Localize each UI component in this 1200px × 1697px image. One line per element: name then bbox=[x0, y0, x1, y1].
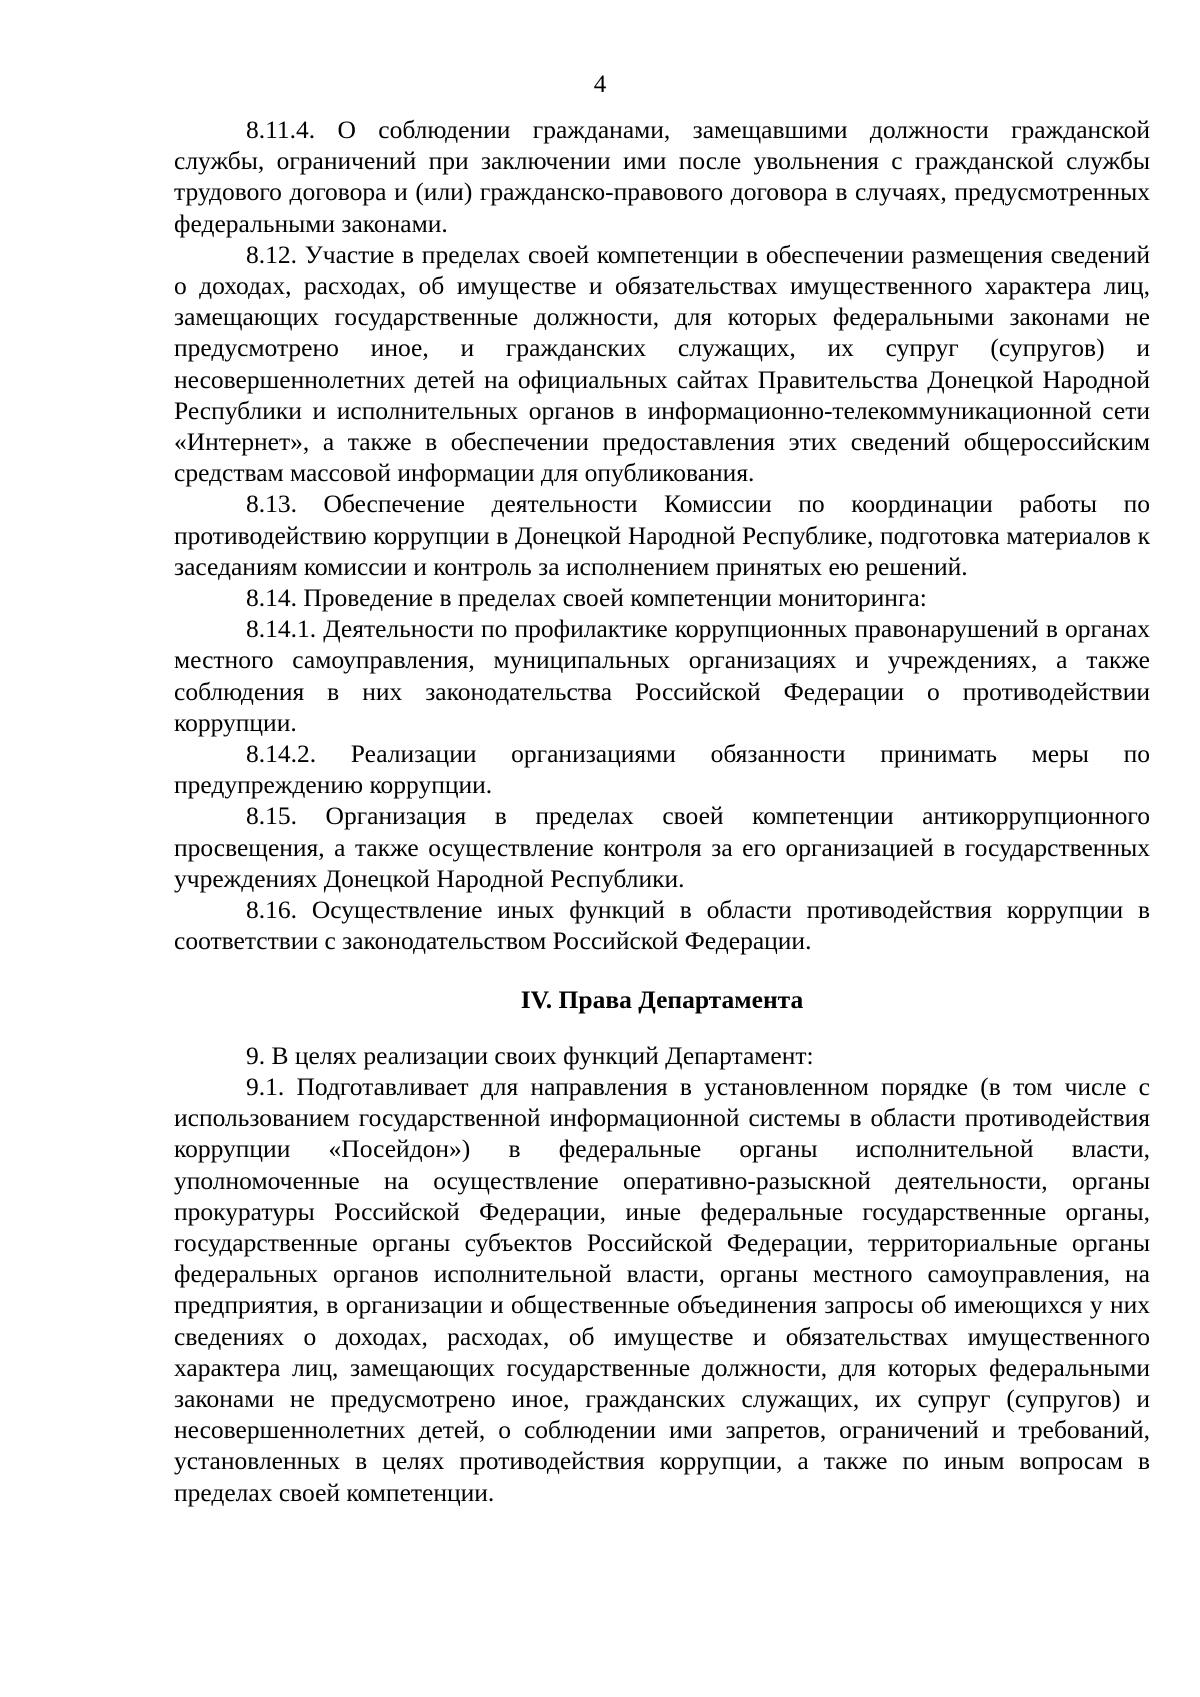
page-number: 4 bbox=[593, 71, 607, 98]
section-heading: IV. Права Департамента bbox=[520, 985, 804, 1015]
paragraph-9: 9. В целях реализации своих функций Департамент: bbox=[246, 1040, 814, 1070]
paragraph-8-14-1: 8.14.1. Деятельности по профилактике коррупционных правонарушений в органах местного самоуправления, муниципальных организациях и учреждениях, а также соблюдения в них законодательства Российской Федерации о противодействии коррупции. bbox=[174, 614, 1150, 737]
paragraph-8-15: 8.15. Организация в пределах своей компетенции антикоррупционного просвещения, а также осуществление контроля за его организацией в государственных учреждениях Донецкой Народной Республики. bbox=[174, 801, 1150, 893]
paragraph-8-14: 8.14. Проведение в пределах своей компетенции мониторинга: bbox=[246, 583, 927, 613]
paragraph-8-12: 8.12. Участие в пределах своей компетенции в обеспечении размещения сведений о доходах, расходах, об имуществе и обязательствах имущественного характера лиц, замещающих государственные должности, для которых федеральными законами не предусмотрено иное, и гражданских служащих, их супруг (супругов) и несовершеннолетних детей на официальных сайтах Правительства Донецкой Народной Республики и исполнительных органов в информационно-телекоммуникационной сети «Интернет», а также в обеспечении предоставления этих сведений общероссийским средствам массовой информации для опубликования. bbox=[174, 239, 1150, 488]
paragraph-8-14-2: 8.14.2. Реализации организациями обязанности принимать меры по предупреждению коррупции. bbox=[174, 739, 1150, 800]
paragraph-8-11-4: 8.11.4. О соблюдении гражданами, замещавшими должности гражданской службы, ограничений при заключении ими после увольнения с гражданской службы трудового договора и (или) гражданско-правового договора в случаях, предусмотренных федеральными законами. bbox=[174, 115, 1150, 238]
paragraph-8-13: 8.13. Обеспечение деятельности Комиссии по координации работы по противодействию коррупции в Донецкой Народной Республике, подготовка материалов к заседаниям комиссии и контроль за исполнением принятых ею решений. bbox=[174, 489, 1150, 581]
paragraph-9-1: 9.1. Подготавливает для направления в установленном порядке (в том числе с использованием государственной информационной системы в области противодействия коррупции «Посейдон») в федеральные органы исполнительной власти, уполномоченные на осуществление оперативно-разыскной деятельности, органы прокуратуры Российской Федерации, иные федеральные государственные органы, государственные органы субъектов Российской Федерации, территориальные органы федеральных органов исполнительной власти, органы местного самоуправления, на предприятия, в организации и общественные объединения запросы об имеющихся у них сведениях о доходах, расходах, об имуществе и обязательствах имущественного характера лиц, замещающих государственные должности, для которых федеральными законами не предусмотрено иное, гражданских служащих, их супруг (супругов) и несовершеннолетних детей, о соблюдении ими запретов, ограничений и требований, установленных в целях противодействия коррупции, а также по иным вопросам в пределах своей компетенции. bbox=[174, 1071, 1150, 1507]
paragraph-8-16: 8.16. Осуществление иных функций в области противодействия коррупции в соответствии с законодательством Российской Федерации. bbox=[174, 895, 1150, 956]
document-body bbox=[174, 114, 1150, 1508]
